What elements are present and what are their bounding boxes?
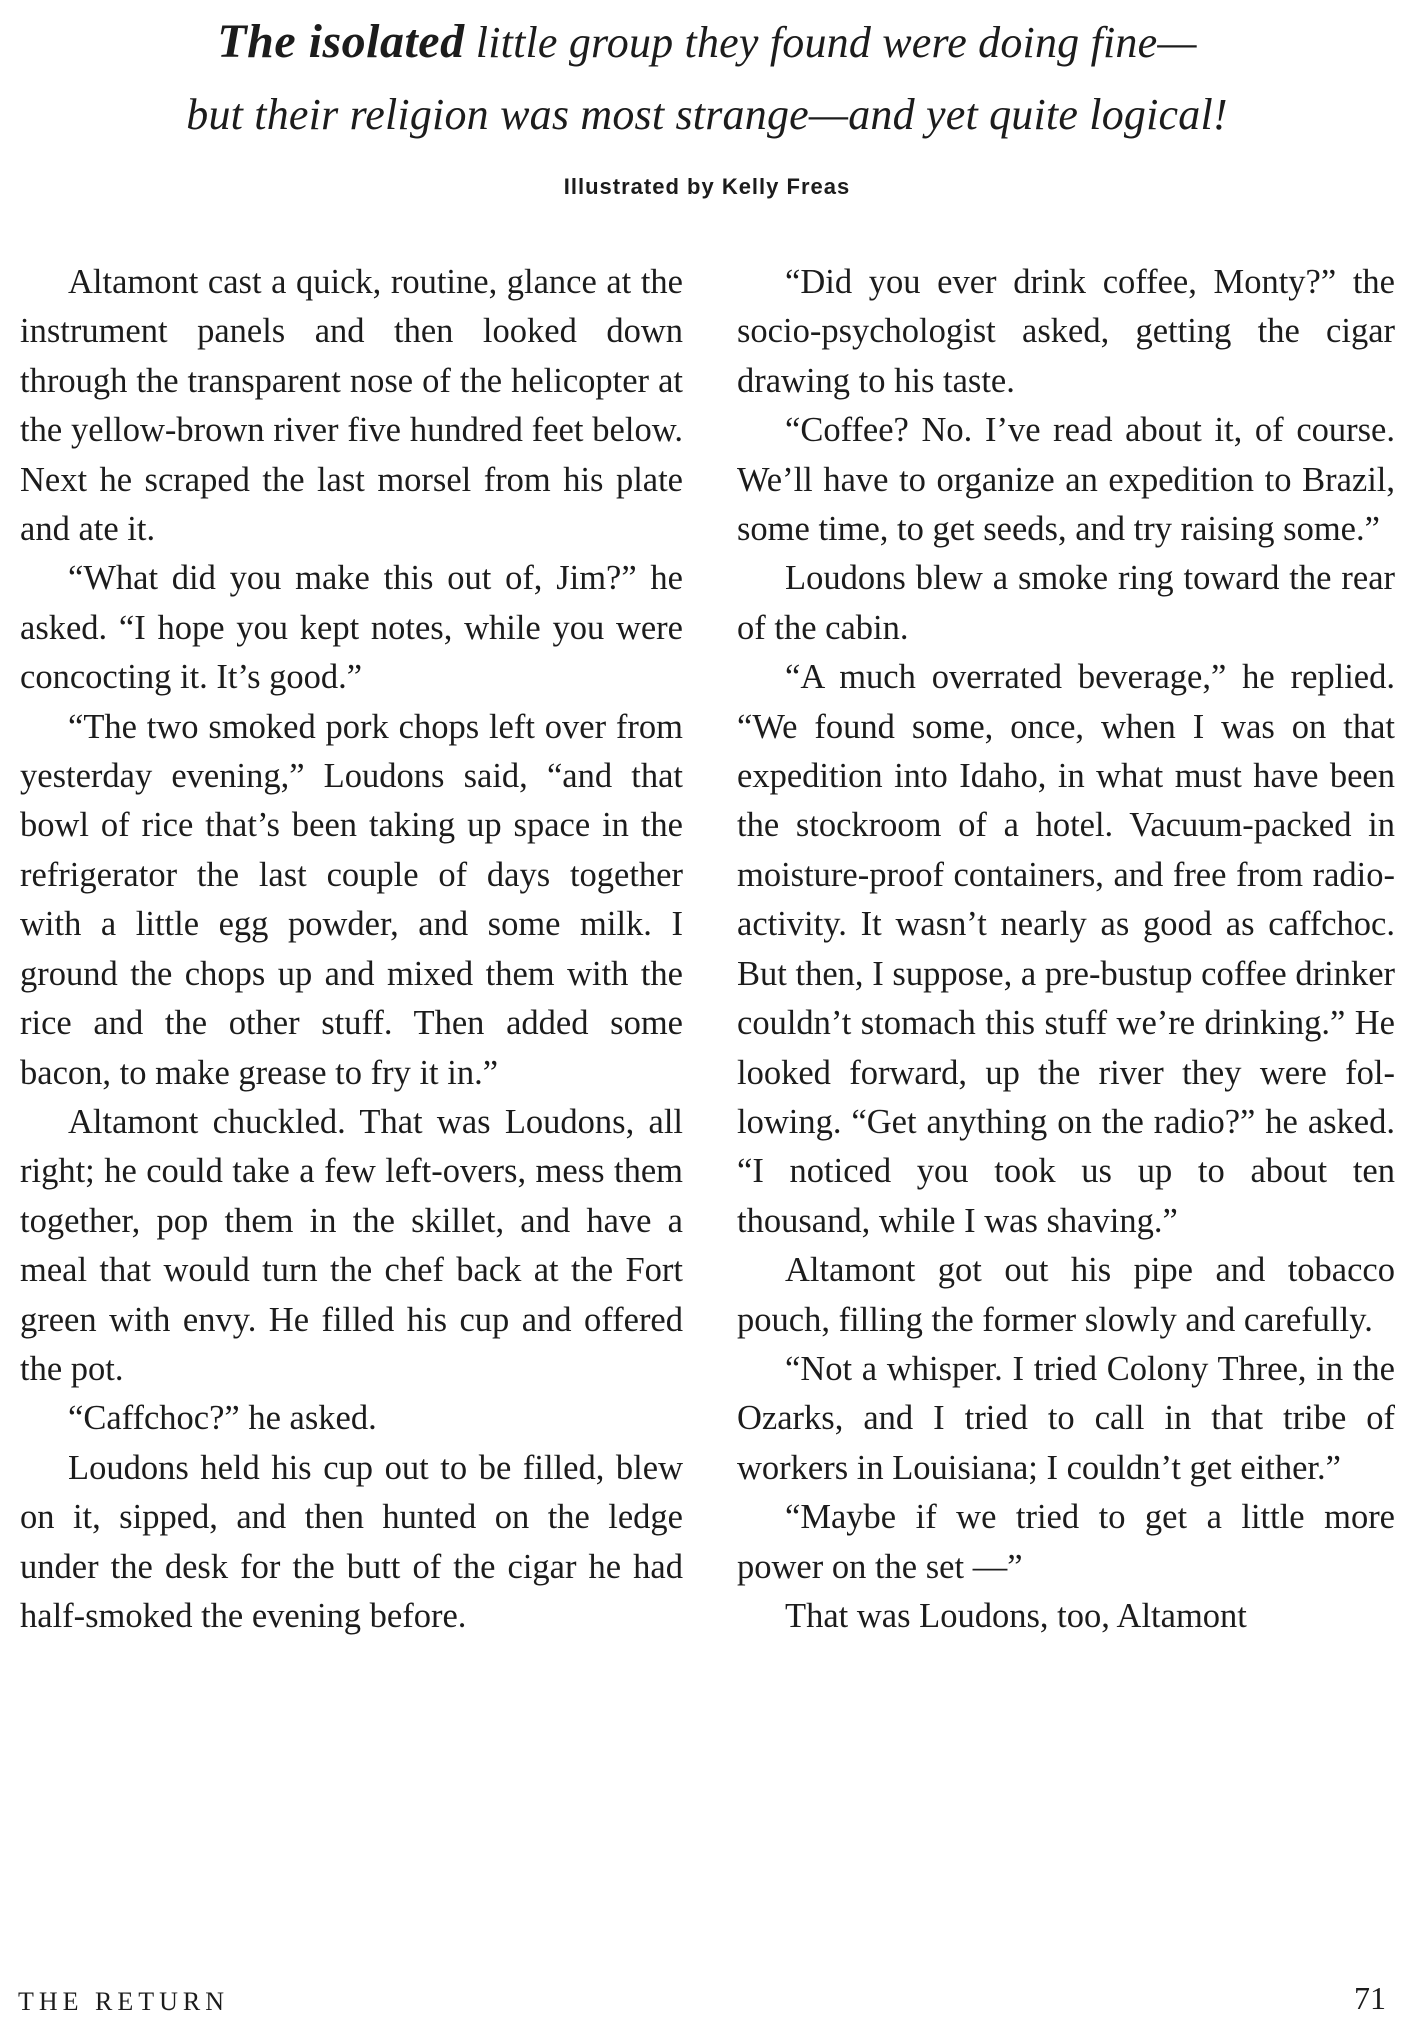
page-number: 71	[1354, 1980, 1386, 2016]
paragraph: Loudons blew a smoke ring toward the rear of the cabin.	[737, 559, 1395, 647]
paragraph: That was Loudons, too, Altamont	[785, 1596, 1247, 1635]
right-text-column	[737, 258, 1395, 1641]
headline-line-1	[0, 15, 1414, 68]
headline-lead-words: The isolated	[217, 15, 465, 68]
paragraph: “The two smoked pork chops left over from yesterday evening,” Loudons said, “and that bowl of rice that’s been taking up space in the refrigerator the last couple of days together with a little egg powder, and some milk. I ground the chops up and mixed them with the rice and the other stuff. Then added some bacon, to make grease to fry it in.”	[20, 707, 683, 1092]
paragraph: “Maybe if we tried to get a little more power on the set —”	[737, 1498, 1395, 1586]
running-title: THE RETURN	[18, 1987, 230, 2016]
headline-line-2: but their religion was most strange—and yet quite logical!	[186, 90, 1228, 139]
paragraph: Altamont cast a quick, routine, glance at the instrument panels and then looked down through the transparent nose of the helicopter at the yellow-brown river five hundred feet below. Next he scraped the last morsel from his plate and ate it.	[20, 263, 683, 549]
paragraph: “Did you ever drink coffee, Monty?” the socio-psychologist asked, getting the cigar drawing to his taste.	[737, 263, 1395, 400]
headline-line-1-rest: little group they found were doing fine—	[464, 18, 1197, 67]
paragraph: “A much overrated beverage,” he replied. “We found some, once, when I was on that expedition into Idaho, in what must have been the stockroom of a hotel. Vacuum-packed in moisture-proof containers, and free from radioactivity. It wasn’t nearly as good as caffchoc. But then, I suppose, a pre-bustup coffee drinker couldn’t stomach this stuff we’re drinking.” He looked forward, up the river they were following. “Get anything on the radio?” he asked. “I noticed you took us up to about ten thousand, while I was shaving.”	[737, 658, 1395, 1240]
left-text-column	[20, 258, 683, 1641]
paragraph: Altamont got out his pipe and tobacco pouch, filling the former slowly and carefully.	[737, 1251, 1395, 1339]
paragraph: Loudons held his cup out to be filled, blew on it, sipped, and then hunted on the ledge under the desk for the butt of the cigar he had half-smoked the evening before.	[20, 1448, 683, 1635]
paragraph: Altamont chuckled. That was Loudons, all right; he could take a few left-overs, mess them together, pop them in the skillet, and have a meal that would turn the chef back at the Fort green with envy. He filled his cup and offered the pot.	[20, 1102, 683, 1388]
paragraph: “Coffee? No. I’ve read about it, of course. We’ll have to organize an expedition to Brazil, some time, to get seeds, and try raising some.”	[737, 411, 1395, 549]
paragraph: “Caffchoc?” he asked.	[68, 1399, 377, 1438]
paragraph: “Not a whisper. I tried Colony Three, in the Ozarks, and I tried to call in that tribe of workers in Louisiana; I couldn’t get either.”	[737, 1349, 1395, 1487]
illustrator-credit: Illustrated by Kelly Freas	[563, 174, 851, 199]
paragraph: “What did you make this out of, Jim?” he asked. “I hope you kept notes, while you were concocting it. It’s good.”	[20, 559, 683, 697]
